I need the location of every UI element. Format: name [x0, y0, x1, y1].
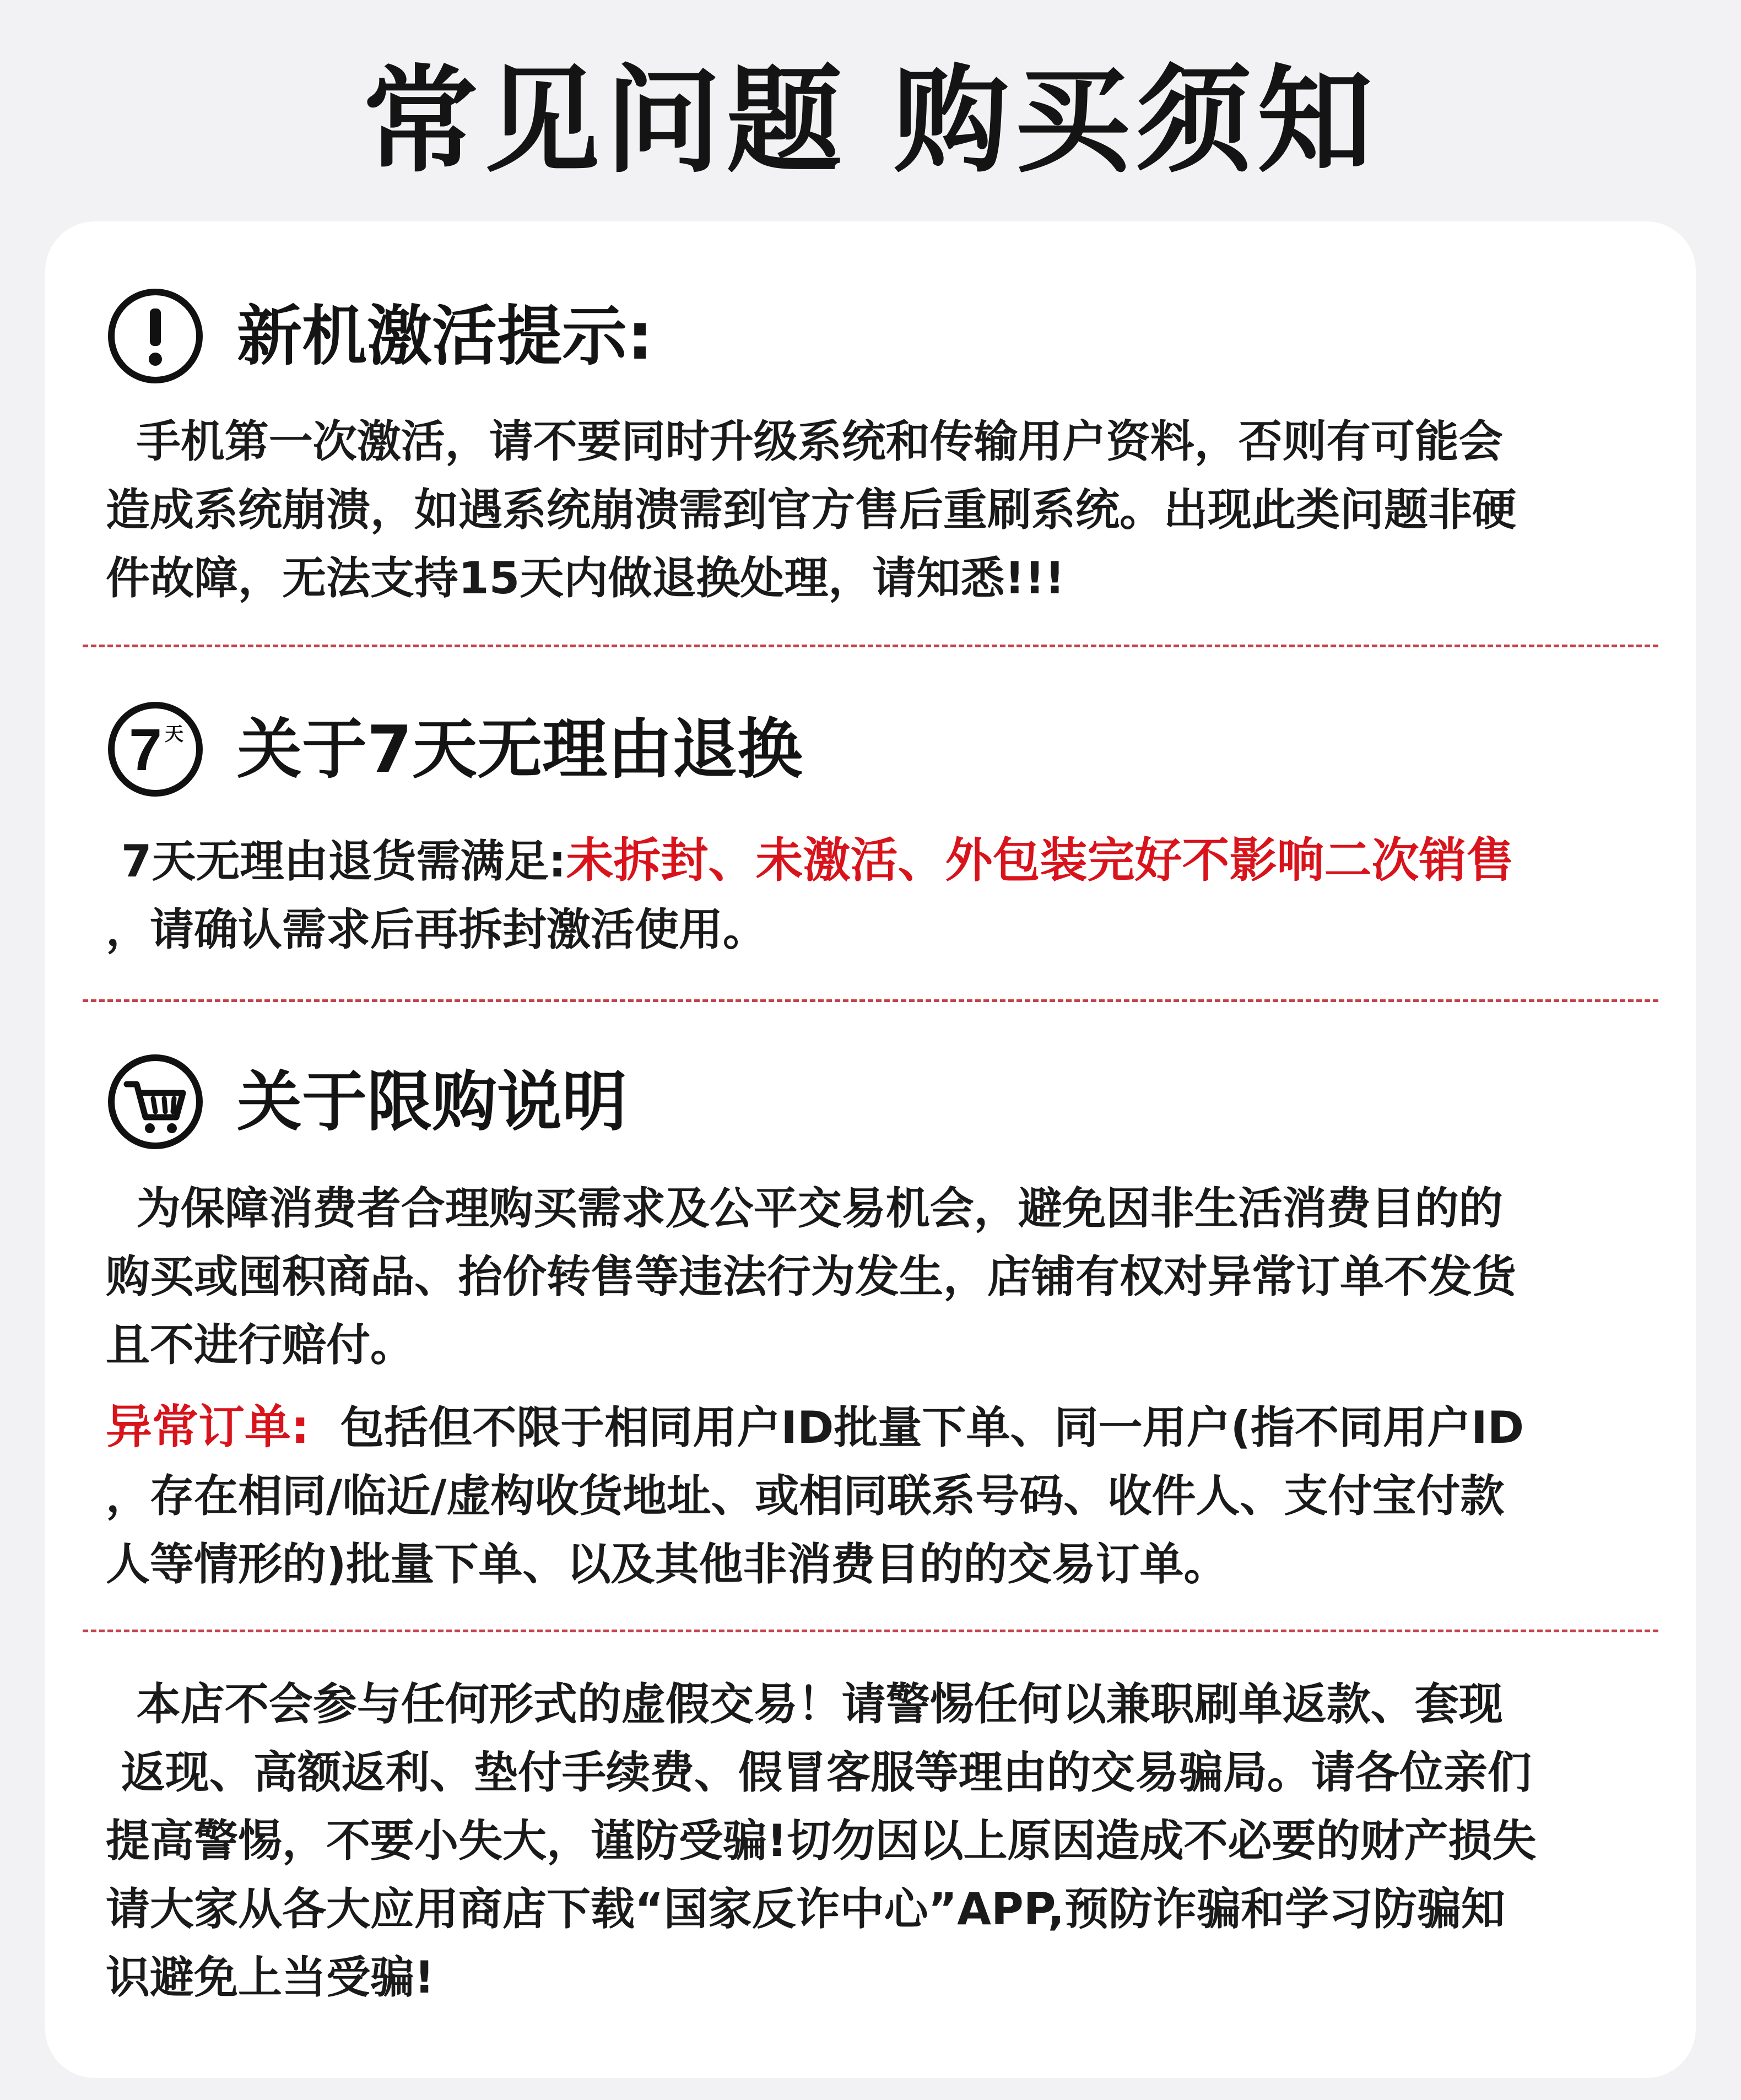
- paragraph-line: 请大家从各大应用商店下载“国家反诈中心”APP,预防诈骗和学习防骗知: [106, 1883, 1506, 1935]
- paragraph-line: 手机第一次激活，请不要同时升级系统和传输用户资料，否则有可能会: [106, 416, 1503, 467]
- paragraph-line: 且不进行赔付。: [106, 1319, 414, 1371]
- shopping-cart-icon: [106, 1052, 205, 1151]
- paragraph-line: ，存在相同/临近/虚构收货地址、或相同联系号码、收件人、支付宝付款: [106, 1470, 1505, 1522]
- paragraph-line: 人等情形的)批量下单、以及其他非消费目的的交易订单。: [106, 1539, 1228, 1590]
- icon-label: 天: [165, 723, 183, 745]
- paragraph-line: 为保障消费者合理购买需求及公平交易机会，避免因非生活消费目的的: [106, 1183, 1503, 1234]
- paragraph-line: 件故障，无法支持15天内做退换处理，请知悉!!!: [106, 553, 1065, 604]
- icon-number: 7: [128, 716, 163, 783]
- paragraph-line: [106, 1393, 1681, 1462]
- anti-fraud-paragraph: [106, 1670, 1681, 2012]
- return-condition-highlight: 未拆封、未激活、外包装完好不影响二次销售: [566, 833, 1514, 888]
- paragraph-line: 返现、高额返利、垫付手续费、假冒客服等理由的交易骗局。请各位亲们: [106, 1747, 1532, 1798]
- abnormal-order-text: 包括但不限于相同用户ID批量下单、同一用户(指不同用户ID: [309, 1402, 1524, 1453]
- paragraph-line: ，请确认需求后再拆封激活使用。: [106, 904, 767, 955]
- notice-card: [45, 221, 1696, 2078]
- activation-paragraph: [106, 408, 1681, 613]
- paragraph-line: 提高警惕，不要小失大，谨防受骗!切勿因以上原因造成不必要的财产损失: [106, 1815, 1537, 1866]
- heading-text: 新机激活提示:: [237, 298, 653, 374]
- return-paragraph: [106, 826, 1704, 964]
- abnormal-order-label: 异常订单:: [106, 1400, 310, 1454]
- paragraph-line: 本店不会参与任何形式的虚假交易！请警惕任何以兼职刷单返款、套现: [106, 1679, 1503, 1730]
- section-divider: [83, 645, 1658, 647]
- paragraph-line: 购买或囤积商品、抬价转售等违法行为发生，店铺有权对异常订单不发货: [106, 1251, 1516, 1302]
- section-heading-activation: [106, 286, 653, 386]
- abnormal-order-paragraph: [106, 1393, 1681, 1599]
- page-title: 常见问题 购买须知: [363, 53, 1378, 188]
- section-heading-purchase-limit: [106, 1052, 627, 1151]
- paragraph-line: [106, 826, 1704, 896]
- heading-text: 关于限购说明: [237, 1064, 628, 1140]
- return-condition-prefix: 7天无理由退货需满足:: [106, 836, 566, 887]
- exclamation-circle-icon: [106, 286, 205, 386]
- section-divider: [83, 1630, 1658, 1632]
- paragraph-line: 造成系统崩溃，如遇系统崩溃需到官方售后重刷系统。出现此类问题非硬: [106, 484, 1516, 535]
- paragraph-line: 识避免上当受骗!: [106, 1952, 435, 2003]
- seven-days-icon: [106, 700, 205, 799]
- section-heading-return: [106, 700, 802, 799]
- section-divider: [83, 999, 1658, 1002]
- purchase-limit-paragraph: [106, 1175, 1681, 1379]
- heading-text: 关于7天无理由退换: [237, 711, 803, 787]
